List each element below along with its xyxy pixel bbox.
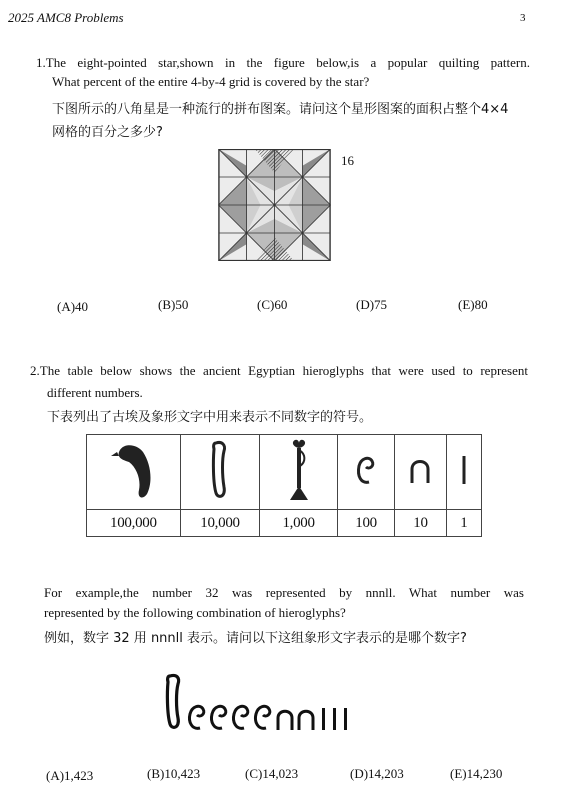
value-10000: 10,000 <box>180 510 260 537</box>
q1-text-line2: What percent of the entire 4-by-4 grid is covered by the star? <box>52 74 370 89</box>
q2-choice-e[interactable]: (E)14,230 <box>450 766 503 781</box>
stroke-hieroglyph-icon <box>344 708 347 730</box>
stroke-hieroglyph-icon <box>460 454 468 486</box>
q2-chinese-example: 例如，数字 32 用 nnnll 表示。请问以下这组象形文字表示的是哪个数字? <box>44 631 467 646</box>
q1-choice-b[interactable]: (B)50 <box>158 297 189 312</box>
value-1: 1 <box>446 510 481 537</box>
coil-hieroglyphs <box>189 706 269 728</box>
coil-hieroglyph-icon <box>211 706 225 728</box>
q1-chinese-line1: 下图所示的八角星是一种流行的拼布图案。请问这个星形图案的面积占整个4×4 <box>52 102 509 117</box>
q2-chinese-line1: 下表列出了古埃及象形文字中用来表示不同数字的符号。 <box>47 410 373 425</box>
value-1000: 1,000 <box>260 510 338 537</box>
hieroglyph-combination <box>162 672 367 734</box>
q2-example-line1: For example,the number 32 was represented by nnnll. What number was <box>44 585 524 600</box>
finger-hieroglyph-icon <box>208 439 232 501</box>
q1-chinese-line2: 网格的百分之多少? <box>52 125 163 140</box>
q1-choice-c[interactable]: (C)60 <box>257 297 288 312</box>
q2-choice-a[interactable]: (A)1,423 <box>46 768 94 783</box>
finger-glyph-cell <box>180 435 260 510</box>
q2-text-line2: different numbers. <box>47 385 143 400</box>
figure-label: 16 <box>341 153 354 168</box>
heel-hieroglyph-icon <box>408 455 432 485</box>
page-number: 3 <box>520 12 526 24</box>
q1-choice-d[interactable]: (D)75 <box>356 297 388 312</box>
value-row <box>87 510 482 537</box>
q2-example-line2: represented by the following combination of hieroglyphs? <box>44 605 346 620</box>
tadpole-glyph-cell <box>87 435 181 510</box>
lotus-glyph-cell <box>260 435 338 510</box>
stroke-hieroglyphs <box>322 708 347 730</box>
hieroglyph-row <box>87 435 482 510</box>
coil-hieroglyph-icon <box>233 706 247 728</box>
value-100000: 100,000 <box>87 510 181 537</box>
lotus-hieroglyph-icon <box>286 438 312 502</box>
quilt-star-figure <box>216 149 333 261</box>
tadpole-hieroglyph-icon <box>109 438 157 502</box>
q1-choice-a[interactable]: (A)40 <box>57 299 89 314</box>
q1-text-line1: 1.The eight-pointed star,shown in the figure below,is a popular quilting pattern. <box>36 55 530 70</box>
stroke-hieroglyph-icon <box>322 708 325 730</box>
stroke-hieroglyph-icon <box>333 708 336 730</box>
q1-choice-e[interactable]: (E)80 <box>458 297 488 312</box>
finger-hieroglyph-icon <box>167 675 178 727</box>
q2-choice-b[interactable]: (B)10,423 <box>147 766 201 781</box>
stroke-glyph-cell <box>446 435 481 510</box>
coil-hieroglyph-icon <box>189 706 203 728</box>
q2-text-line1: 2.The table below shows the ancient Egyptian hieroglyphs that were used to represent <box>30 363 528 378</box>
coil-hieroglyph-icon <box>255 706 269 728</box>
hieroglyph-table <box>86 434 482 537</box>
heel-hieroglyph-icon <box>299 711 313 730</box>
q2-choice-d[interactable]: (D)14,203 <box>350 766 404 781</box>
coil-hieroglyph-icon <box>355 450 377 490</box>
heel-hieroglyph-icon <box>278 711 292 730</box>
page-header-title: 2025 AMC8 Problems <box>8 10 124 25</box>
grid-lines <box>219 149 331 261</box>
value-100: 100 <box>337 510 394 537</box>
heel-hieroglyphs <box>278 711 313 730</box>
heel-glyph-cell <box>395 435 446 510</box>
coil-glyph-cell <box>337 435 394 510</box>
q2-choice-c[interactable]: (C)14,023 <box>245 766 299 781</box>
value-10: 10 <box>395 510 446 537</box>
